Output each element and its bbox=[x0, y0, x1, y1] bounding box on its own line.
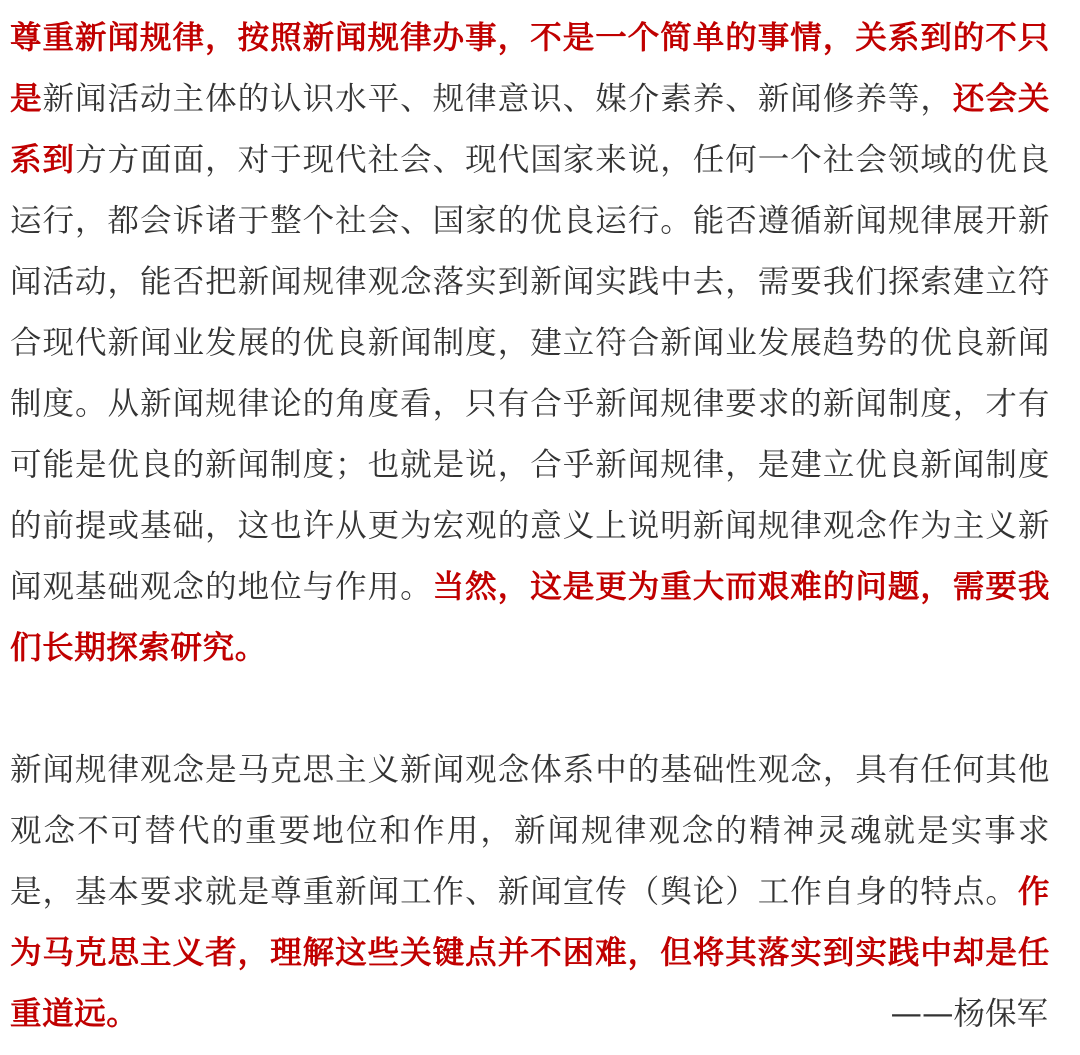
highlight-text: 尊重新闻规律，按照新闻规律办事，不是一个简单的事情，关系到的不只是 bbox=[10, 20, 1050, 117]
body-text: 新闻活动主体的认识水平、规律意识、媒介素养、新闻修养等， bbox=[42, 81, 953, 117]
article-body bbox=[10, 8, 1050, 1045]
highlight-text: 还会关系到 bbox=[10, 81, 1050, 178]
highlight-text: 作为马克思主义者，理解这些关键点并不困难，但将其落实到实践中却是任重道远。 bbox=[10, 874, 1050, 1032]
author-signature: ——杨保军 bbox=[890, 996, 1048, 1032]
paragraph-1 bbox=[10, 8, 1050, 679]
body-text: 新闻规律观念是马克思主义新闻观念体系中的基础性观念，具有任何其他观念不可替代的重要地位和作用，新闻规律观念的精神灵魂就是实事求是，基本要求就是尊重新闻工作、新闻宣传（舆论）工作自身的特点。 bbox=[10, 752, 1050, 910]
highlight-text: 当然，这是更为重大而艰难的问题，需要我们长期探索研究。 bbox=[10, 569, 1050, 666]
body-text: 方方面面，对于现代社会、现代国家来说，任何一个社会领域的优良运行，都会诉诸于整个社会、国家的优良运行。能否遵循新闻规律展开新闻活动，能否把新闻规律观念落实到新闻实践中去，需要我们探索建立符合现代新闻业发展的优良新闻制度，建立符合新闻业发展趋势的优良新闻制度。从新闻规律论的角度看，只有合乎新闻规律要求的新闻制度，才有可能是优良的新闻制度；也就是说，合乎新闻规律，是建立优良新闻制度的前提或基础，这也许从更为宏观的意义上说明新闻规律观念作为主义新闻观基础观念的地位与作用。 bbox=[10, 142, 1050, 605]
